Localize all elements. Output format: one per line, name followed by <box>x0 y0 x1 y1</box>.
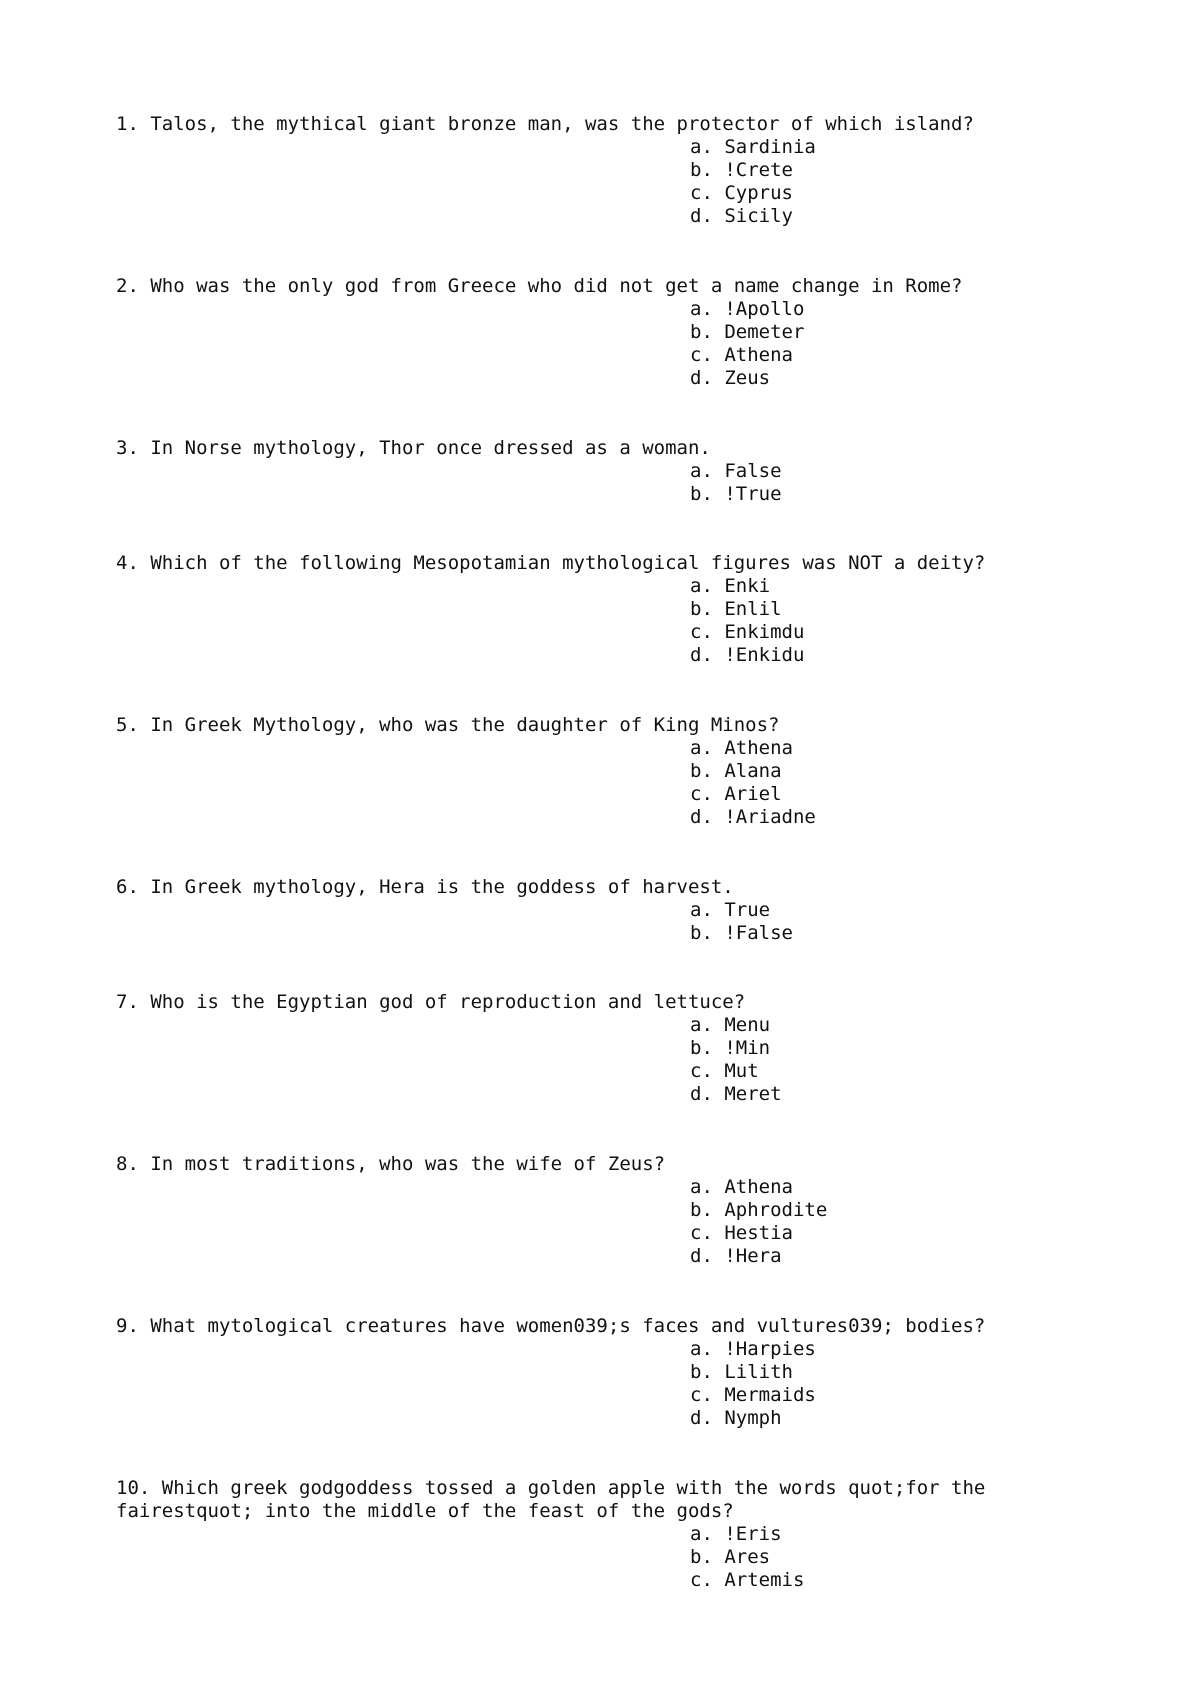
answer-option: b. !Min <box>690 1037 771 1059</box>
answer-options <box>116 737 1066 829</box>
answer-option: d. !Hera <box>690 1245 782 1267</box>
answer-option: d. !Enkidu <box>690 644 805 666</box>
answer-option: a. Enki <box>690 575 771 597</box>
answer-option: a. True <box>690 899 771 921</box>
answer-option: d. Nymph <box>690 1407 782 1429</box>
answer-option: b. Lilith <box>690 1361 793 1383</box>
question-3 <box>116 437 1066 506</box>
answer-option: d. Meret <box>690 1083 782 1105</box>
answer-option: b. !False <box>690 922 793 944</box>
answer-option: a. Athena <box>690 737 793 759</box>
answer-option: a. !Apollo <box>690 298 805 320</box>
answer-options <box>116 460 1066 506</box>
answer-option: b. Demeter <box>690 321 805 343</box>
question-text: 6. In Greek mythology, Hera is the goddess of harvest. <box>116 876 734 898</box>
question-10 <box>116 1477 1066 1592</box>
answer-option: a. Sardinia <box>690 136 816 158</box>
question-text: 10. Which greek godgoddess tossed a golden apple with the words quot;for the fairestquot; into the middle of the feast of the gods? <box>116 1477 986 1522</box>
answer-option: d. Sicily <box>690 205 793 227</box>
question-text: 8. In most traditions, who was the wife of Zeus? <box>116 1153 666 1175</box>
answer-option: b. Ares <box>690 1546 771 1568</box>
question-1 <box>116 113 1066 228</box>
question-6 <box>116 876 1066 945</box>
answer-options <box>116 899 1066 945</box>
question-text: 1. Talos, the mythical giant bronze man, was the protector of which island? <box>116 113 974 135</box>
answer-option: c. Athena <box>690 344 793 366</box>
answer-options <box>116 1523 1066 1592</box>
question-text: 2. Who was the only god from Greece who did not get a name change in Rome? <box>116 275 963 297</box>
question-2 <box>116 275 1066 390</box>
question-text: 4. Which of the following Mesopotamian mythological figures was NOT a deity? <box>116 552 986 574</box>
answer-option: b. Enlil <box>690 598 782 620</box>
answer-option: b. !True <box>690 483 782 505</box>
answer-option: c. Artemis <box>690 1569 805 1591</box>
answer-option: a. False <box>690 460 782 482</box>
question-text: 9. What mytological creatures have women039;s faces and vultures039; bodies? <box>116 1315 986 1337</box>
answer-option: b. !Crete <box>690 159 793 181</box>
answer-option: d. !Ariadne <box>690 806 816 828</box>
answer-options <box>116 575 1066 667</box>
answer-option: c. Mut <box>690 1060 759 1082</box>
answer-option: a. Athena <box>690 1176 793 1198</box>
answer-options <box>116 136 1066 228</box>
question-9 <box>116 1315 1066 1430</box>
answer-option: a. !Harpies <box>690 1338 816 1360</box>
answer-option: c. Hestia <box>690 1222 793 1244</box>
answer-options <box>116 298 1066 390</box>
question-text: 3. In Norse mythology, Thor once dressed as a woman. <box>116 437 711 459</box>
answer-option: c. Ariel <box>690 783 782 805</box>
answer-options <box>116 1338 1066 1430</box>
question-8 <box>116 1153 1066 1268</box>
answer-option: a. !Eris <box>690 1523 782 1545</box>
question-text: 5. In Greek Mythology, who was the daughter of King Minos? <box>116 714 780 736</box>
answer-options <box>116 1014 1066 1106</box>
answer-option: c. Cyprus <box>690 182 793 204</box>
question-7 <box>116 991 1066 1106</box>
answer-option: c. Mermaids <box>690 1384 816 1406</box>
answer-option: b. Alana <box>690 760 782 782</box>
question-4 <box>116 552 1066 667</box>
question-text: 7. Who is the Egyptian god of reproduction and lettuce? <box>116 991 746 1013</box>
answer-options <box>116 1176 1066 1268</box>
answer-option: c. Enkimdu <box>690 621 805 643</box>
answer-option: b. Aphrodite <box>690 1199 828 1221</box>
answer-option: d. Zeus <box>690 367 771 389</box>
question-5 <box>116 714 1066 829</box>
answer-option: a. Menu <box>690 1014 771 1036</box>
